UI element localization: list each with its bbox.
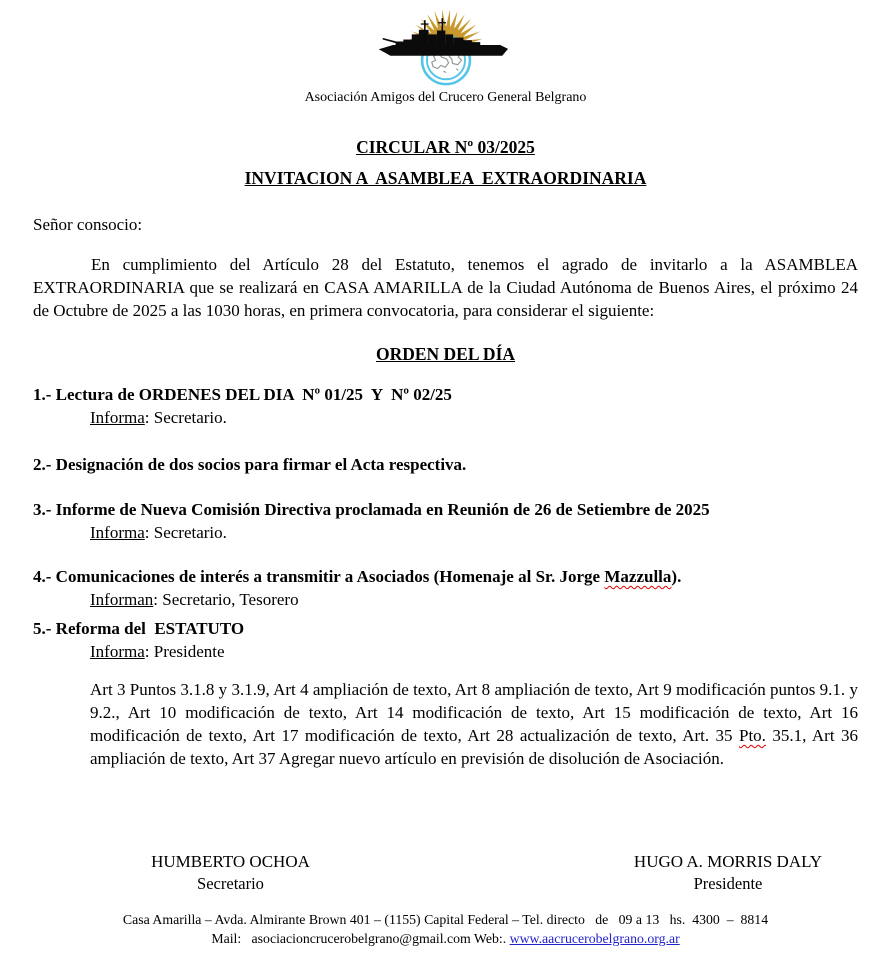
footer [33, 911, 858, 948]
agenda-item-3-informa: Informa: Secretario. [90, 523, 227, 542]
item-text: Informe de Nueva Comisión Directiva proclamada en Reunión de 26 de Setiembre de 2025 [55, 500, 710, 519]
website-link[interactable]: www.aacrucerobelgrano.org.ar [509, 930, 680, 946]
agenda-heading: ORDEN DEL DÍA [375, 344, 516, 364]
crucero-belgrano-emblem-icon [349, 4, 543, 88]
secretary-name: HUMBERTO OCHOA [151, 852, 310, 871]
item-number: 4.- [33, 567, 52, 586]
item-text: Lectura de ORDENES DEL DIA Nº 01/25 Y Nº 02/25 [55, 385, 452, 404]
president-role: Presidente [693, 874, 763, 893]
intro-paragraph: En cumplimiento del Artículo 28 del Estatuto, tenemos el agrado de invitarlo a la ASAMBLEA EXTRAORDINARIA que se realizará en CASA AMARILLA de la Ciudad Autónoma de Buenos Aires, el próximo 24 de Octubre de 2025 a las 1030 horas, en primera convocatoria, para considerar el siguiente: [33, 255, 863, 320]
footer-address-line: Casa Amarilla – Avda. Almirante Brown 401 – (1155) Capital Federal – Tel. directo de 09 a 13 hs. 4300 – 8814 [122, 912, 769, 927]
signature-secretary [88, 850, 373, 895]
item-text: Reforma del ESTATUTO [55, 619, 245, 638]
footer-contact-line [33, 930, 858, 949]
header [33, 4, 858, 106]
agenda-item-1 [33, 383, 858, 406]
agenda-item-4: 4.- Comunicaciones de interés a transmitir a Asociados (Homenaje al Sr. Jorge Mazzulla). [33, 567, 682, 586]
organization-name: Asociación Amigos del Crucero General Belgrano [304, 90, 587, 105]
secretary-role: Secretario [197, 874, 264, 893]
misspelled-word: Mazzulla [604, 567, 672, 586]
item-number: 1.- [33, 385, 52, 404]
agenda-item-5 [33, 617, 858, 640]
item-number: 5.- [33, 619, 52, 638]
item-text: Designación de dos socios para firmar el Acta respectiva. [55, 455, 467, 474]
item-text: Comunicaciones de interés a transmitir a Asociados (Homenaje al Sr. Jorge [55, 567, 605, 586]
item-number: 2.- [33, 455, 52, 474]
agenda-item-1-informa: Informa: Secretario. [90, 408, 227, 427]
agenda-item-4-informa: Informan: Secretario, Tesorero [90, 590, 299, 609]
footer-mail-text: Mail: asociacioncrucerobelgrano@gmail.com Web:. [211, 930, 510, 946]
signature-row [33, 850, 858, 896]
agenda-item-2 [33, 453, 858, 476]
agenda-item-5-informa: Informa: Presidente [90, 642, 225, 661]
item-number: 3.- [33, 500, 52, 519]
president-name: HUGO A. MORRIS DALY [633, 852, 823, 871]
invitation-title: INVITACION A ASAMBLEA EXTRAORDINARIA [244, 168, 647, 188]
circular-title: CIRCULAR Nº 03/2025 [356, 137, 535, 157]
reform-detail-paragraph: Art 3 Puntos 3.1.8 y 3.1.9, Art 4 ampliación de texto, Art 8 ampliación de texto, Art 9 modificación puntos 9.1. y 9.2., Art 10 modificación de texto, Art 14 modificación de texto, Art 15 modificación de texto, Art 16 modificación de texto, Art 17 modificación de texto, Art 28 actualización de texto, Art. 35 Pto. 35.1, Art 36 ampliación de texto, Art 37 Agregar nuevo artículo en previsión de disolución de Asociación. [90, 680, 863, 768]
signature-president [563, 850, 893, 895]
salutation: Señor consocio: [33, 215, 143, 234]
misspelled-word: Pto. [739, 726, 766, 745]
agenda-item-3 [33, 498, 858, 521]
